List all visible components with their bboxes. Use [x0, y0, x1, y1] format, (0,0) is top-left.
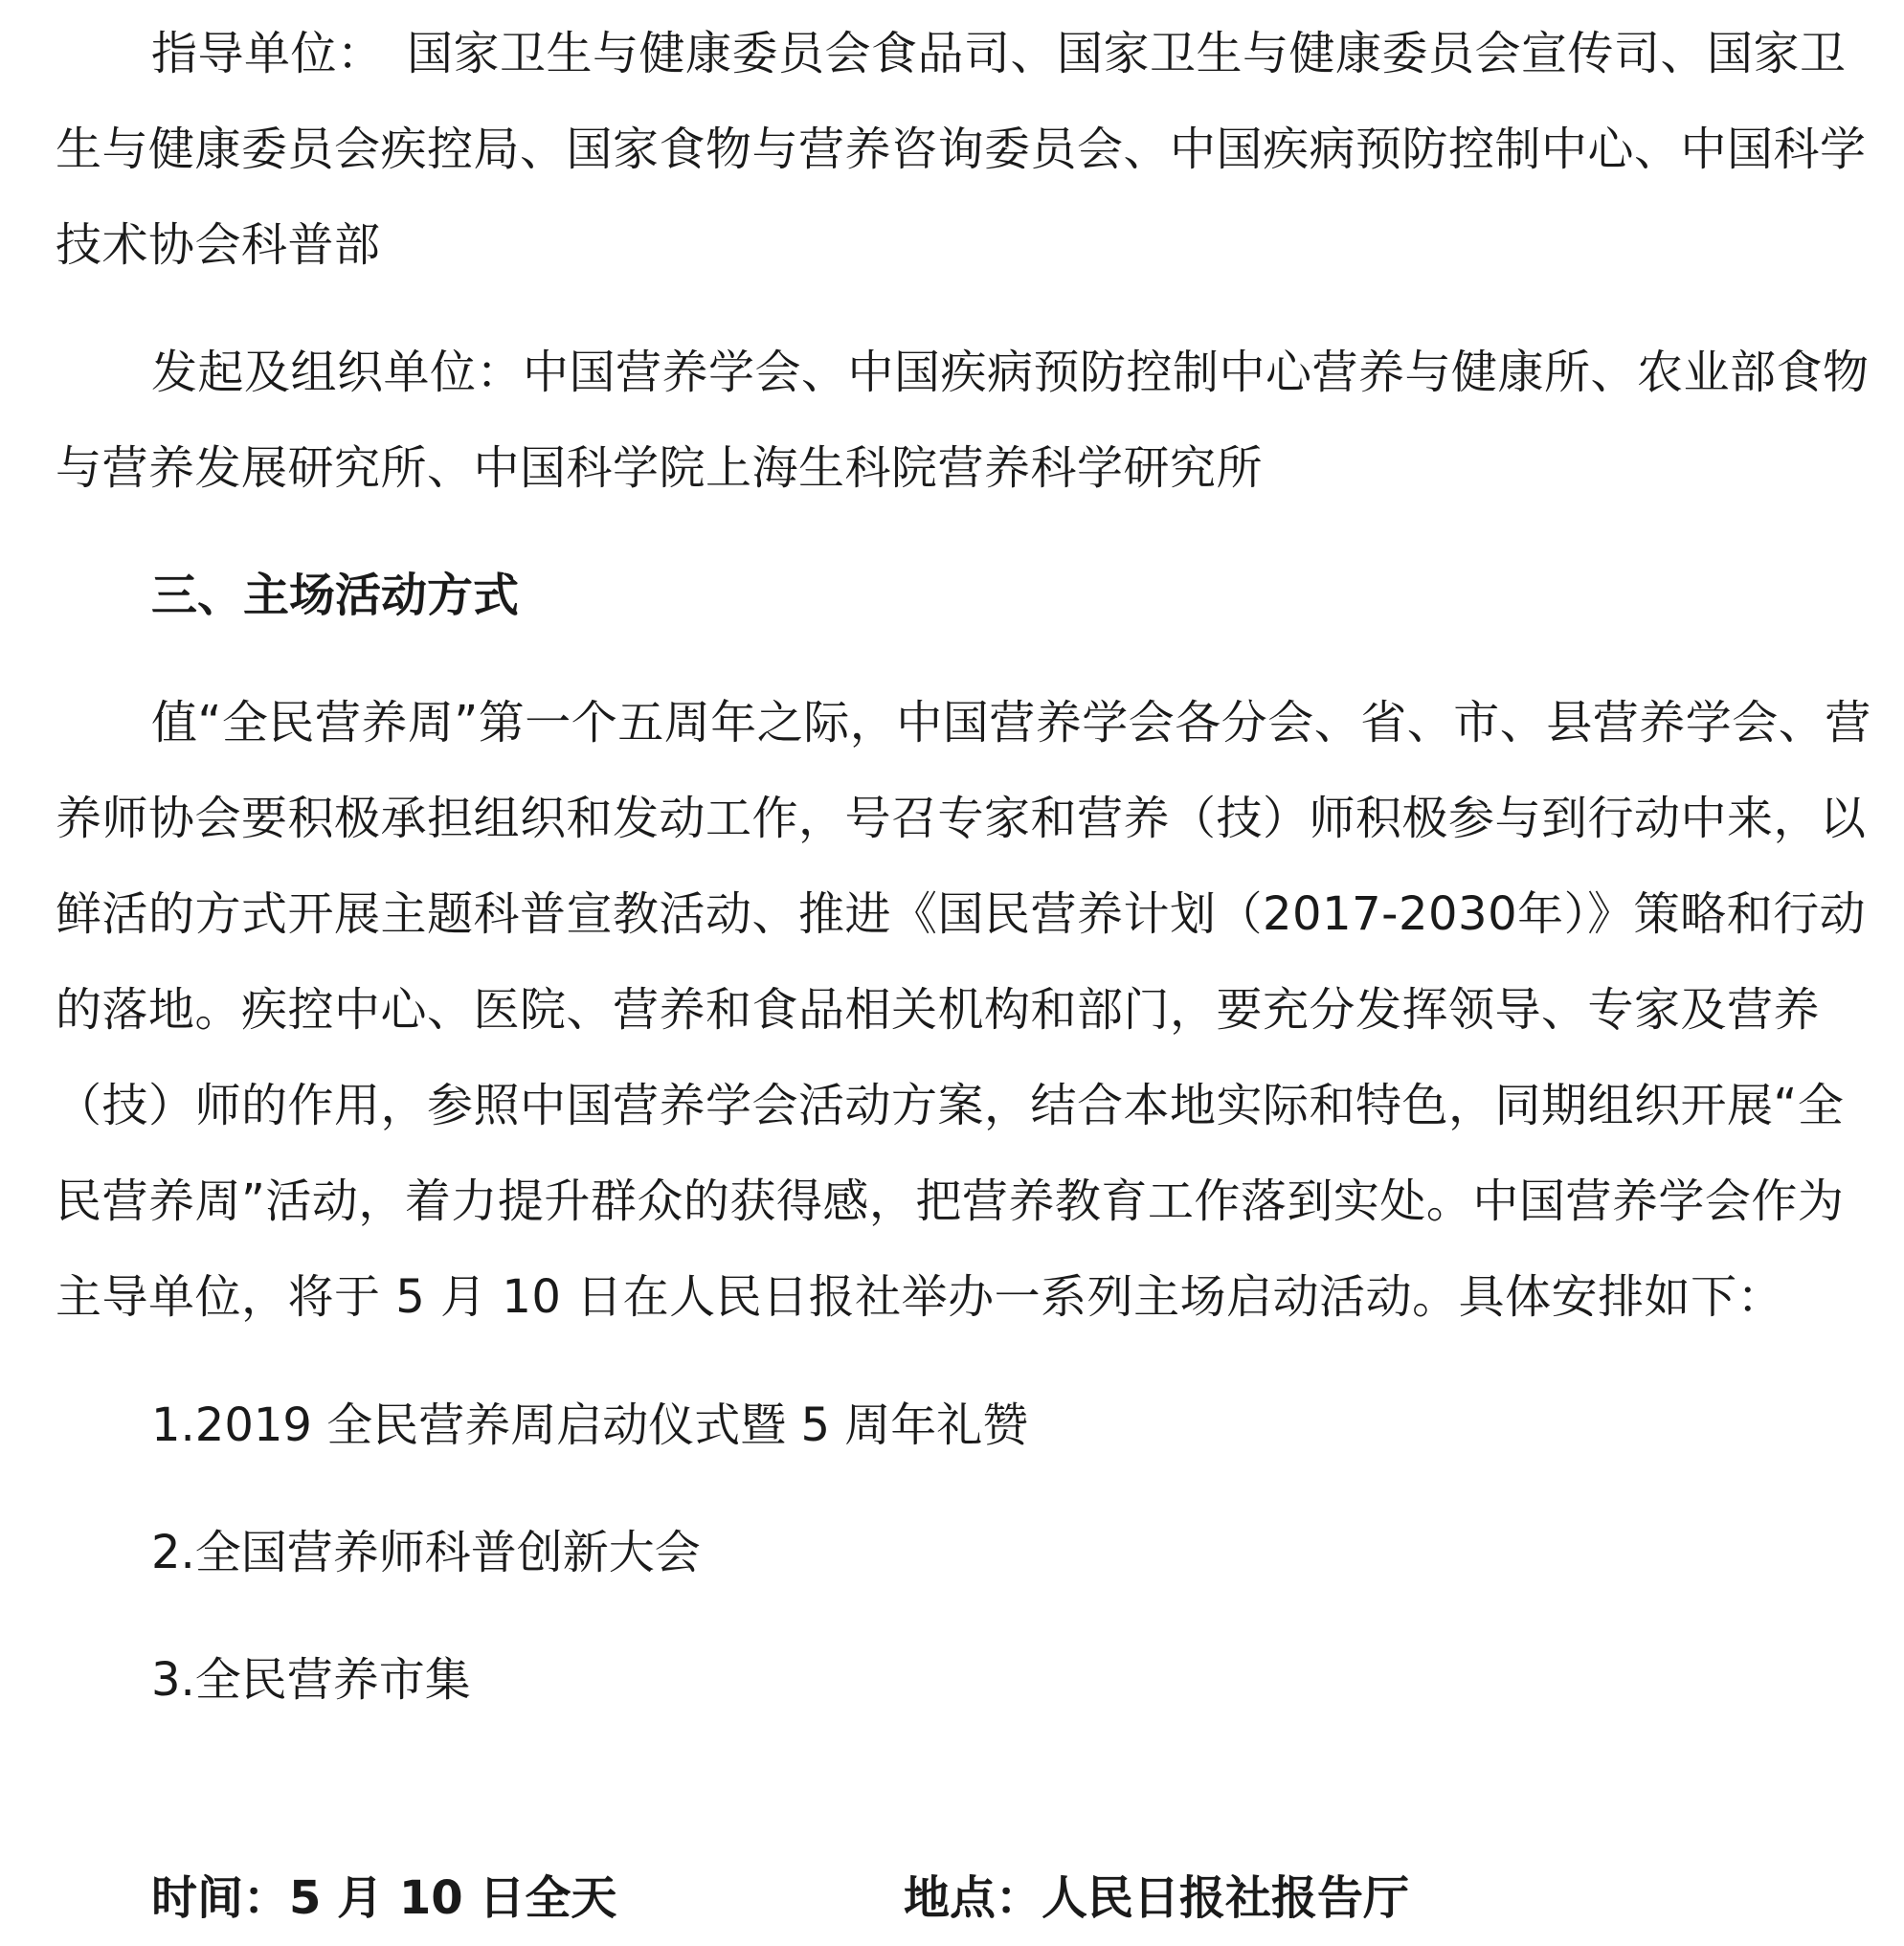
organizers-paragraph: 发起及组织单位：中国营养学会、中国疾病预防控制中心营养与健康所、农业部食物与营养发展研究所、中国科学院上海生科院营养科学研究所 — [56, 346, 1870, 495]
event-place: 地点：人民日报社报告厅 — [904, 1871, 1410, 1925]
event-info-row — [151, 1850, 1874, 1946]
list-item: 1.2019 全民营养周启动仪式暨 5 周年礼赞 — [151, 1398, 1029, 1452]
section-heading: 三、主场活动方式 — [151, 569, 520, 622]
list-item: 2.全国营养师科普创新大会 — [151, 1526, 701, 1579]
guidance-paragraph: 指导单位： 国家卫生与健康委员会食品司、国家卫生与健康委员会宣传司、国家卫生与健康委员会疾控局、国家食物与营养咨询委员会、中国疾病预防控制中心、中国科学技术协会科普部 — [56, 27, 1867, 272]
document-body — [56, 0, 1874, 1728]
list-item: 3.全民营养市集 — [151, 1653, 471, 1707]
activity-paragraph: 值“全民营养周”第一个五周年之际，中国营养学会各分会、省、市、县营养学会、营养师协会要积极承担组织和发动工作，号召专家和营养（技）师积极参与到行动中来，以鲜活的方式开展主题科普宣教活动、推进《国民营养计划（2017-2030年）》策略和行动的落地。疾控中心、医院、营养和食品相关机构和部门，要充分发挥领导、专家及营养（技）师的作用，参照中国营养学会活动方案，结合本地实际和特色，同期组织开展“全民营养周”活动，着力提升群众的获得感，把营养教育工作落到实处。中国营养学会作为主导单位，将于 5 月 10 日在人民日报社举办一系列主场启动活动。具体安排如下： — [56, 696, 1871, 1324]
event-time: 时间：5 月 10 日全天 — [151, 1871, 617, 1925]
